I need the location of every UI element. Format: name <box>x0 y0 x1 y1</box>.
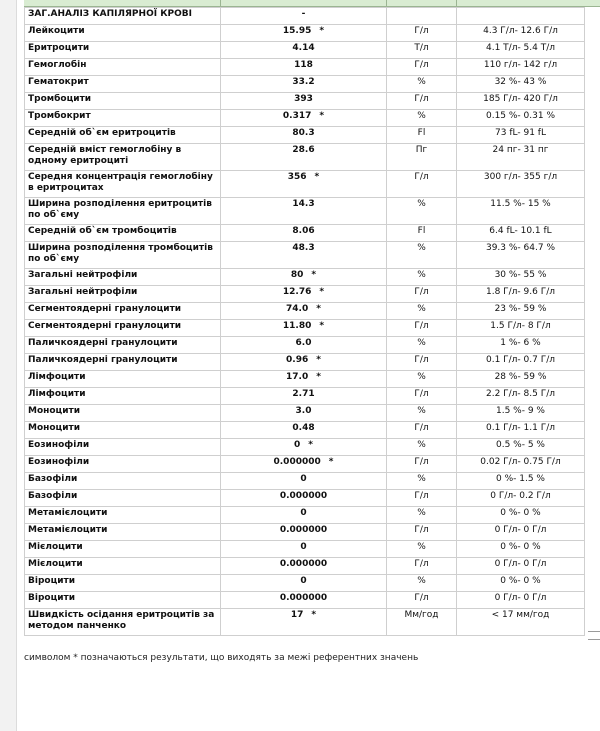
result-cell <box>221 575 387 592</box>
reference-range: 0.5 %- 5 % <box>457 439 585 456</box>
unit: % <box>387 541 457 558</box>
result-cell <box>221 439 387 456</box>
test-name: Метамієлоцити <box>25 507 221 524</box>
result-value: 12.76 <box>282 287 312 297</box>
result-value: 356 <box>287 172 307 182</box>
reference-range: 0.15 %- 0.31 % <box>457 110 585 127</box>
test-name: Моноцити <box>25 405 221 422</box>
test-name: Сегментоядерні гранулоцити <box>25 320 221 337</box>
unit: Г/л <box>387 59 457 76</box>
test-name: Моноцити <box>25 422 221 439</box>
table-row <box>25 25 585 42</box>
unit: Fl <box>387 127 457 144</box>
reference-range: 1.8 Г/л- 9.6 Г/л <box>457 286 585 303</box>
result-cell <box>221 609 387 636</box>
reference-range: 0 Г/л- 0 Г/л <box>457 558 585 575</box>
table-row <box>25 269 585 286</box>
result-value: 0 <box>300 508 307 518</box>
result-cell <box>221 507 387 524</box>
test-name: Швидкість осідання еритроцитів за методом панченко <box>25 609 221 636</box>
out-of-range-flag: * <box>316 372 321 382</box>
test-name: Ширина розподілення тромбоцитів по об`єму <box>25 242 221 269</box>
test-name: Гемоглобін <box>25 59 221 76</box>
result-cell <box>221 110 387 127</box>
table-row <box>25 490 585 507</box>
unit: Мм/год <box>387 609 457 636</box>
table-row <box>25 524 585 541</box>
reference-range: 4.3 Г/л- 12.6 Г/л <box>457 25 585 42</box>
test-name: Середня концентрація гемоглобіну в еритроцитах <box>25 171 221 198</box>
unit: % <box>387 473 457 490</box>
result-value: 0.000000 <box>279 559 328 569</box>
unit: % <box>387 269 457 286</box>
result-cell <box>221 371 387 388</box>
table-row <box>25 320 585 337</box>
out-of-range-flag: * <box>319 321 325 331</box>
test-name: Базофіли <box>25 490 221 507</box>
table-row <box>25 456 585 473</box>
result-value: 0.48 <box>292 423 315 433</box>
test-name: Лейкоцити <box>25 25 221 42</box>
result-cell <box>221 286 387 303</box>
reference-range: 0.1 Г/л- 0.7 Г/л <box>457 354 585 371</box>
table-row <box>25 422 585 439</box>
test-name: Метамієлоцити <box>25 524 221 541</box>
result-cell <box>221 59 387 76</box>
table-row <box>25 337 585 354</box>
result-cell <box>221 456 387 473</box>
out-of-range-flag: * <box>319 26 325 36</box>
table-row <box>25 242 585 269</box>
result-value: 15.95 <box>282 26 312 36</box>
result-cell <box>221 269 387 286</box>
out-of-range-flag: * <box>316 355 321 365</box>
result-value: 33.2 <box>292 77 315 87</box>
reference-range: 1.5 Г/л- 8 Г/л <box>457 320 585 337</box>
blood-test-results-table <box>24 7 585 636</box>
result-value: 80 <box>290 270 304 280</box>
unit: % <box>387 110 457 127</box>
table-row <box>25 558 585 575</box>
test-name: Гематокрит <box>25 76 221 93</box>
reference-range: 23 %- 59 % <box>457 303 585 320</box>
unit: % <box>387 405 457 422</box>
result-cell <box>221 171 387 198</box>
test-name: Ширина розподілення еритроцитів по об`єму <box>25 198 221 225</box>
unit: % <box>387 198 457 225</box>
left-panel-strip <box>0 0 17 731</box>
unit: % <box>387 575 457 592</box>
reference-range: 30 %- 55 % <box>457 269 585 286</box>
section-ref-cell <box>457 8 585 25</box>
unit: Г/л <box>387 388 457 405</box>
table-row <box>25 405 585 422</box>
test-name: Середній об`єм тромбоцитів <box>25 225 221 242</box>
reference-range: 0.1 Г/л- 1.1 Г/л <box>457 422 585 439</box>
result-cell <box>221 76 387 93</box>
result-cell <box>221 558 387 575</box>
reference-range: 110 г/л- 142 г/л <box>457 59 585 76</box>
result-cell <box>221 320 387 337</box>
table-row <box>25 171 585 198</box>
unit: Г/л <box>387 422 457 439</box>
result-value: 0.000000 <box>279 525 328 535</box>
reference-range: 1 %- 6 % <box>457 337 585 354</box>
unit: % <box>387 371 457 388</box>
result-cell <box>221 25 387 42</box>
table-row <box>25 286 585 303</box>
table-row <box>25 198 585 225</box>
reference-range: 0 Г/л- 0 Г/л <box>457 592 585 609</box>
unit: Г/л <box>387 558 457 575</box>
table-row <box>25 127 585 144</box>
out-of-range-flag: * <box>316 304 321 314</box>
unit: Пг <box>387 144 457 171</box>
unit: % <box>387 439 457 456</box>
section-title: ЗАГ.АНАЛІЗ КАПІЛЯРНОЇ КРОВІ <box>25 8 221 25</box>
reference-range: 2.2 Г/л- 8.5 Г/л <box>457 388 585 405</box>
reference-range: 0.02 Г/л- 0.75 Г/л <box>457 456 585 473</box>
result-value: 0 <box>300 542 307 552</box>
reference-range: 11.5 %- 15 % <box>457 198 585 225</box>
test-name: Тромбоцити <box>25 93 221 110</box>
out-of-range-flag: * <box>328 457 334 467</box>
unit: % <box>387 507 457 524</box>
test-name: Мієлоцити <box>25 558 221 575</box>
result-value: 11.80 <box>282 321 312 331</box>
table-row <box>25 354 585 371</box>
table-row <box>25 303 585 320</box>
footnote: символом * позначаються результати, що виходять за межі референтних значень <box>24 653 419 663</box>
out-of-range-flag: * <box>314 172 320 182</box>
result-cell <box>221 541 387 558</box>
result-value: 0.317 <box>282 111 312 121</box>
reference-range: < 17 мм/год <box>457 609 585 636</box>
result-cell <box>221 93 387 110</box>
result-value: 118 <box>294 60 313 70</box>
section-unit-cell <box>387 8 457 25</box>
test-name: Тромбокрит <box>25 110 221 127</box>
test-name: Віроцити <box>25 592 221 609</box>
reference-range: 0 %- 0 % <box>457 507 585 524</box>
unit: Т/л <box>387 42 457 59</box>
test-name: Загальні нейтрофіли <box>25 286 221 303</box>
result-value: 0 <box>300 576 307 586</box>
test-name: Паличкоядерні гранулоцити <box>25 354 221 371</box>
table-row <box>25 371 585 388</box>
result-cell <box>221 242 387 269</box>
result-cell <box>221 354 387 371</box>
result-value: 6.0 <box>295 338 312 348</box>
result-value: 74.0 <box>286 304 309 314</box>
out-of-range-flag: * <box>311 270 317 280</box>
test-name: Базофіли <box>25 473 221 490</box>
table-row <box>25 609 585 636</box>
unit: Г/л <box>387 320 457 337</box>
test-name: Сегментоядерні гранулоцити <box>25 303 221 320</box>
result-value: 28.6 <box>292 145 315 155</box>
result-value: 0.96 <box>286 355 309 365</box>
reference-range: 73 fL- 91 fL <box>457 127 585 144</box>
unit: Г/л <box>387 93 457 110</box>
table-row <box>25 473 585 490</box>
result-value: 8.06 <box>292 226 315 236</box>
section-header-row <box>25 8 585 25</box>
test-name: Середній вміст гемоглобіну в одному еритроциті <box>25 144 221 171</box>
reference-range: 0 %- 0 % <box>457 575 585 592</box>
result-cell <box>221 422 387 439</box>
reference-range: 4.1 Т/л- 5.4 Т/л <box>457 42 585 59</box>
reference-range: 0 %- 1.5 % <box>457 473 585 490</box>
reference-range: 0 %- 0 % <box>457 541 585 558</box>
result-value: 0.000000 <box>279 593 328 603</box>
table-row <box>25 507 585 524</box>
unit: Fl <box>387 225 457 242</box>
test-name: Лімфоцити <box>25 371 221 388</box>
test-name: Еритроцити <box>25 42 221 59</box>
table-row <box>25 541 585 558</box>
result-cell <box>221 490 387 507</box>
unit: % <box>387 303 457 320</box>
result-value: 48.3 <box>292 243 315 253</box>
result-cell <box>221 524 387 541</box>
out-of-range-flag: * <box>319 287 325 297</box>
test-name: Віроцити <box>25 575 221 592</box>
test-name: Лімфоцити <box>25 388 221 405</box>
result-cell <box>221 42 387 59</box>
table-row <box>25 76 585 93</box>
result-cell <box>221 127 387 144</box>
unit: Г/л <box>387 354 457 371</box>
result-cell <box>221 225 387 242</box>
reference-range: 24 пг- 31 пг <box>457 144 585 171</box>
reference-range: 28 %- 59 % <box>457 371 585 388</box>
result-value: 3.0 <box>295 406 312 416</box>
table-row <box>25 439 585 456</box>
reference-range: 39.3 %- 64.7 % <box>457 242 585 269</box>
result-value: 14.3 <box>292 199 315 209</box>
unit: % <box>387 76 457 93</box>
result-cell <box>221 405 387 422</box>
table-row <box>25 225 585 242</box>
reference-range: 1.5 %- 9 % <box>457 405 585 422</box>
table-row <box>25 42 585 59</box>
table-row <box>25 388 585 405</box>
unit: Г/л <box>387 171 457 198</box>
section-value: - <box>221 8 387 25</box>
table-row <box>25 110 585 127</box>
unit: Г/л <box>387 524 457 541</box>
result-value: 2.71 <box>292 389 315 399</box>
result-value: 17 <box>290 610 304 620</box>
out-of-range-flag: * <box>308 440 313 450</box>
result-cell <box>221 388 387 405</box>
reference-range: 300 г/л- 355 г/л <box>457 171 585 198</box>
unit: Г/л <box>387 25 457 42</box>
result-cell <box>221 303 387 320</box>
result-cell <box>221 592 387 609</box>
out-of-range-flag: * <box>311 610 317 620</box>
reference-range: 6.4 fL- 10.1 fL <box>457 225 585 242</box>
table-row <box>25 93 585 110</box>
test-name: Загальні нейтрофіли <box>25 269 221 286</box>
test-name: Паличкоядерні гранулоцити <box>25 337 221 354</box>
table-row <box>25 144 585 171</box>
result-value: 0 <box>300 474 307 484</box>
table-row <box>25 575 585 592</box>
result-cell <box>221 337 387 354</box>
unit: Г/л <box>387 490 457 507</box>
result-value: 4.14 <box>292 43 315 53</box>
out-of-range-flag: * <box>319 111 325 121</box>
unit: Г/л <box>387 592 457 609</box>
test-name: Середній об`єм еритроцитів <box>25 127 221 144</box>
result-value: 393 <box>294 94 313 104</box>
reference-range: 0 Г/л- 0 Г/л <box>457 524 585 541</box>
test-name: Еозинофіли <box>25 439 221 456</box>
reference-range: 0 Г/л- 0.2 Г/л <box>457 490 585 507</box>
result-cell <box>221 198 387 225</box>
edge-lines <box>588 631 600 647</box>
unit: % <box>387 337 457 354</box>
result-value: 80.3 <box>292 128 315 138</box>
result-value: 0 <box>294 440 301 450</box>
result-value: 0.000000 <box>279 491 328 501</box>
test-name: Мієлоцити <box>25 541 221 558</box>
table-header-band <box>24 0 600 7</box>
result-value: 0.000000 <box>273 457 321 467</box>
result-cell <box>221 144 387 171</box>
unit: % <box>387 242 457 269</box>
result-cell <box>221 473 387 490</box>
test-name: Еозинофіли <box>25 456 221 473</box>
unit: Г/л <box>387 286 457 303</box>
reference-range: 32 %- 43 % <box>457 76 585 93</box>
unit: Г/л <box>387 456 457 473</box>
table-row <box>25 59 585 76</box>
result-value: 17.0 <box>286 372 309 382</box>
table-row <box>25 592 585 609</box>
reference-range: 185 Г/л- 420 Г/л <box>457 93 585 110</box>
